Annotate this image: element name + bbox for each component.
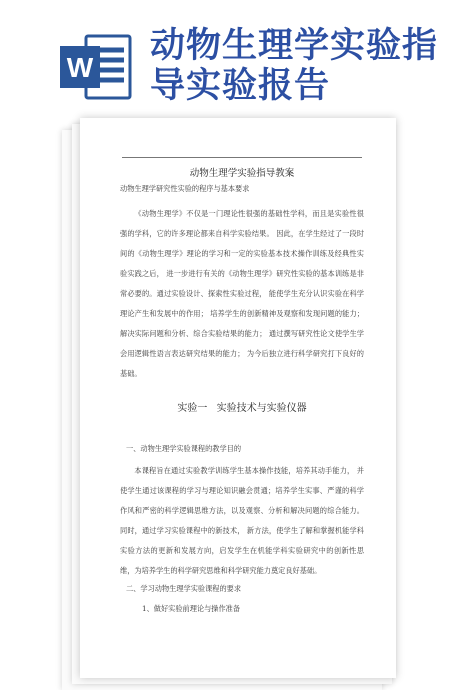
chapter-heading: 实验一 实验技术与实验仪器	[177, 403, 307, 414]
word-icon-letter: W	[66, 52, 94, 83]
header-rule	[122, 157, 362, 158]
section-1-heading: 一、动物生理学实验课程的教学目的	[126, 444, 242, 453]
document-title: 动物生理学实验指导教案	[189, 168, 295, 179]
document-page[interactable]	[80, 118, 396, 678]
section-2-heading: 二、学习动物生理学实验课程的要求	[126, 584, 242, 593]
document-subtitle: 动物生理学研究性实验的程序与基本要求	[120, 184, 250, 193]
document-content	[120, 165, 364, 617]
section-2-item-1: 1、做好实验前理论与操作准备	[142, 604, 241, 613]
intro-paragraph: 《动物生理学》不仅是一门理论性很强的基础性学科，而且是实验性很强的学科，它的许多理论都来自科学实验结果。 因此，在学生经过了一段时间的《动物生理学》理论的学习和一定的实验基本技术操作训练及经典性实验实践之后， 进一步进行有关的《动物生理学》研究性实验的基本训练是非常必要的。通过实验设计、探索性实验过程， 能使学生充分认识实验在科学理论产生和发展中的作用； 培养学生的创新精神及观察和发现问题的能力； 解决实际问题和分析、综合实验结果的能力； 通过撰写研究性论文使学生学会用逻辑性语言表达研究结果的能力； 为今后独立进行科学研究打下良好的基础。	[120, 209, 364, 378]
banner-title-line-1: 动物生理学实验指	[150, 25, 439, 66]
word-icon	[60, 30, 134, 104]
banner	[0, 0, 474, 125]
banner-title	[150, 26, 438, 106]
section-1-body: 本课程旨在通过实验教学训练学生基本操作技能，培养其动手能力， 并使学生通过该课程的学习与理论知识融会贯通；培养学生实事、严谨的科学作风和严密的科学逻辑思维方法，以及观察、分析和解决问题的综合能力。 同时，通过学习实验课程中的新技术， 新方法，使学生了解和掌握机能学科实验方法的更新和发展方向，启发学生在机能学科实验研究中的创新性思维，为培养学生的科学研究思维和科学研究能力奠定良好基础。	[120, 466, 364, 575]
banner-title-line-2: 导实验报告	[150, 65, 331, 106]
